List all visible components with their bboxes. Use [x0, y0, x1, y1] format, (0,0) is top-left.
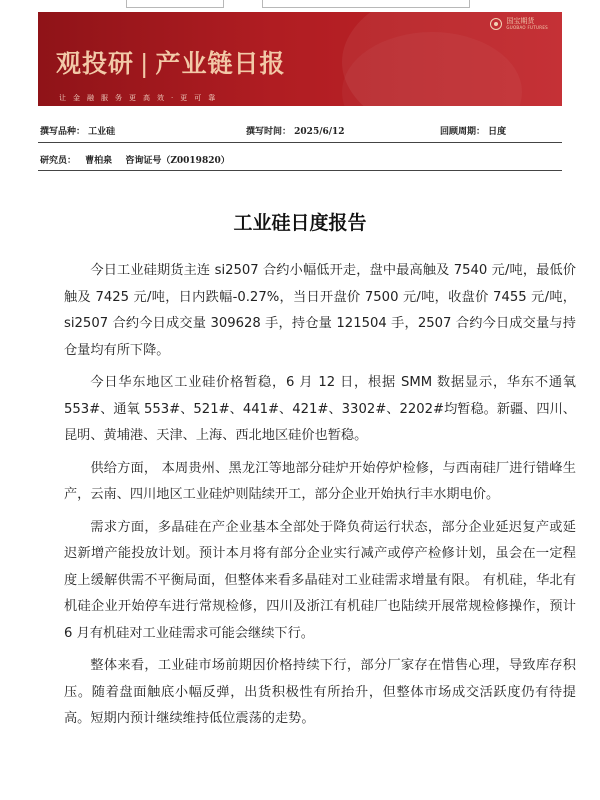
meta-cert-value: （Z0019820）	[161, 156, 230, 166]
report-title: 工业硅日度报告	[233, 212, 367, 234]
company-logo	[490, 18, 548, 30]
logo-name-cn: 国宝期货	[506, 17, 535, 25]
meta-time-value: 2025/6/12	[294, 127, 345, 137]
meta-period-label: 回顾周期：	[440, 127, 486, 137]
report-banner	[38, 12, 562, 106]
meta-period	[440, 124, 506, 137]
meta-variety	[40, 124, 115, 137]
header-box-left	[126, 0, 224, 8]
report-body	[64, 258, 576, 739]
top-header-strip	[0, 0, 600, 12]
banner-title-left: 观投研	[56, 49, 135, 78]
meta-divider-bottom	[38, 170, 562, 171]
meta-time-label: 撰写时间：	[246, 127, 292, 137]
logo-mark-icon	[490, 18, 502, 30]
banner-title-right: 产业链日报	[155, 49, 286, 78]
meta-cert-label: 咨询证号	[125, 156, 162, 166]
banner-title-separator: |	[140, 49, 150, 78]
meta-time	[246, 124, 345, 137]
paragraph-demand: 需求方面，多晶硅在产企业基本全部处于降负荷运行状态，部分企业延迟复产或延迟新增产能投放计划。预计本月将有部分企业实行减产或停产检修计划，虽会在一定程度上缓解供需不平衡局面，但整体来看多晶硅对工业硅需求增量有限。 有机硅，华北有机硅企业开始停车进行常规检修，四川及浙江有机硅厂也陆续开展常规检修操作，预计 6 月有机硅对工业硅需求可能会继续下行。	[64, 519, 576, 641]
meta-divider-top	[38, 142, 562, 143]
meta-researcher-label: 研究员：	[40, 156, 77, 166]
paragraph-supply: 供给方面， 本周贵州、黑龙江等地部分硅炉开始停炉检修，与西南硅厂进行错峰生产，云南、四川地区工业硅炉则陆续开工，部分企业开始执行丰水期电价。	[64, 460, 576, 502]
meta-variety-label: 撰写品种：	[40, 127, 86, 137]
banner-slogan: 让金融服务更高效·更可靠	[59, 94, 223, 102]
logo-name-en: GUOBAO FUTURES	[506, 25, 548, 30]
header-box-right	[262, 0, 470, 8]
meta-variety-value: 工业硅	[88, 127, 116, 137]
meta-period-value: 日度	[488, 127, 507, 137]
paragraph-futures: 今日工业硅期货主连 si2507 合约小幅低开走，盘中最高触及 7540 元/吨，最低价触及 7425 元/吨，日内跌幅-0.27%，当日开盘价 7500 元/吨，收盘价 7455 元/吨，si2507 合约今日成交量 309628 手，持仓量 121504 手，2507 合约今日成交量与持仓量均有所下降。	[64, 263, 576, 358]
meta-researcher-value: 曹柏泉	[85, 156, 113, 166]
paragraph-summary: 整体来看，工业硅市场前期因价格持续下行，部分厂家存在惜售心理，导致库存积压。随着盘面触底小幅反弹，出货积极性有所抬升，但整体市场成交活跃度仍有待提高。短期内预计继续维持低位震荡的走势。	[64, 658, 576, 726]
paragraph-spot-price: 今日华东地区工业硅价格暂稳，6 月 12 日，根据 SMM 数据显示，华东不通氧 553#、通氧 553#、521#、441#、421#、3302#、2202#均暂稳。新疆、四川、昆明、黄埔港、天津、上海、西北地区硅价也暂稳。	[64, 375, 576, 443]
meta-researcher	[40, 153, 230, 166]
banner-title	[56, 44, 285, 80]
